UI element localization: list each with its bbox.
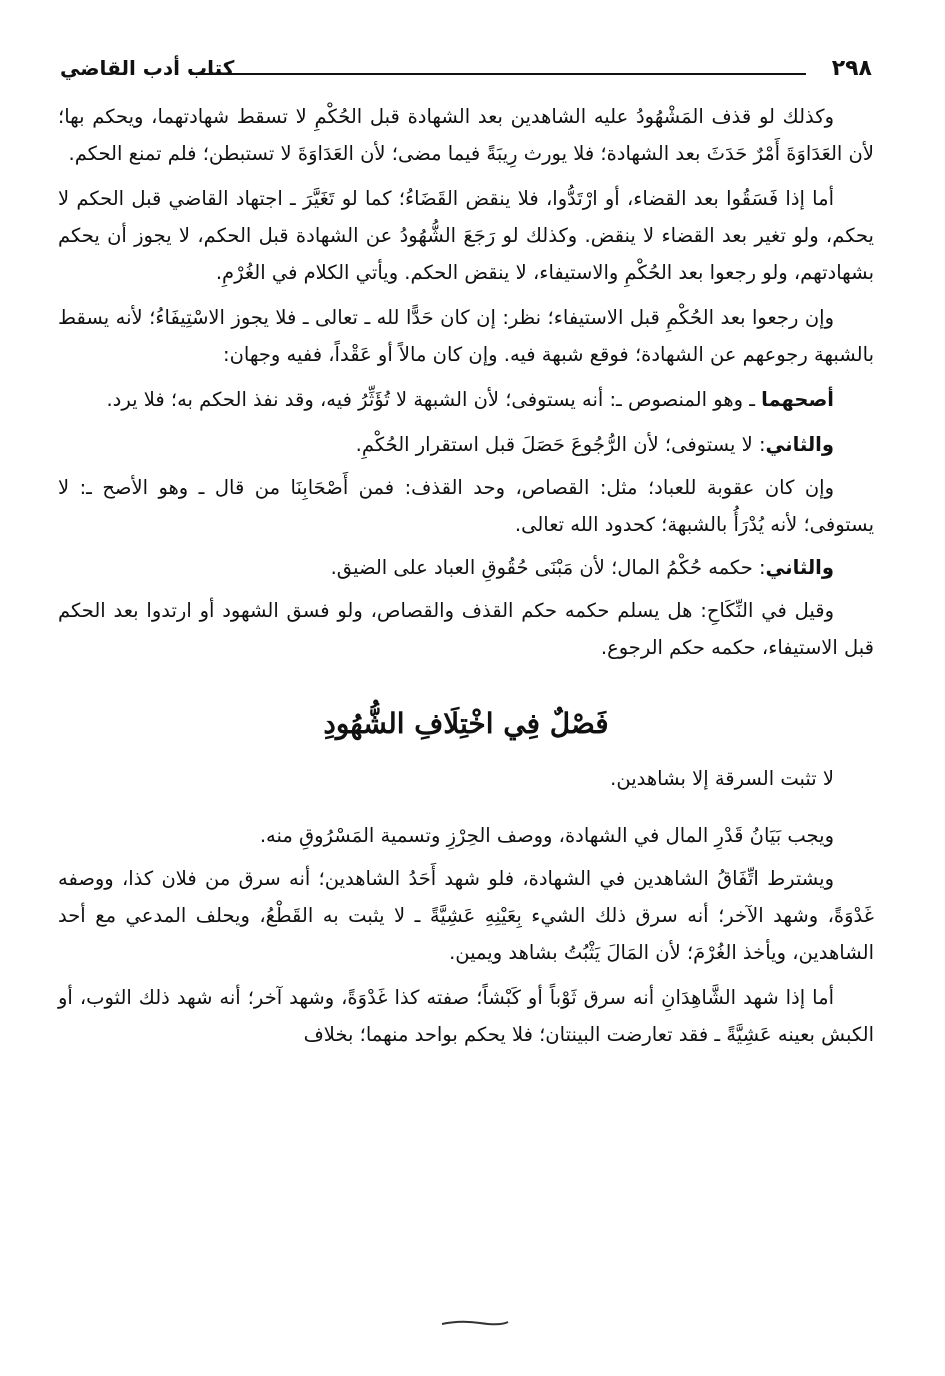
- paragraph-lead: أصحهما: [761, 388, 834, 411]
- paragraph: [58, 469, 874, 543]
- paragraph: [58, 98, 874, 172]
- paragraph: [58, 979, 874, 1053]
- paragraph-text: وإن كان عقوبة للعباد؛ مثل: القصاص، وحد القذف: فمن أَصْحَابِنَا من قال ـ وهو الأصح ـ: لا يستوفى؛ لأنه يُدْرَأُ بالشبهة؛ كحدود الله تعالى.: [58, 476, 874, 536]
- paragraph: [58, 592, 874, 666]
- paragraph: [58, 426, 874, 463]
- footer-mark: [440, 1318, 510, 1328]
- paragraph-text: ويشترط اتِّفَاقُ الشاهدين في الشهادة، فلو شهد أَحَدُ الشاهدين؛ أنه سرق من فلان كذا، ووصفه غَدْوَةً، وشهد الآخر؛ أنه سرق ذلك الشيء بِعَيْنِهِ عَشِيَّةً ـ لا يثبت به القَطْعُ، ويحلف المدعي مع أحد الشاهدين، ويأخذ الغُرْمَ؛ لأن المَالَ يَثْبُتُ بشاهد ويمين.: [58, 867, 874, 964]
- paragraph: [58, 180, 874, 291]
- header-rule: [190, 73, 806, 75]
- paragraph-text: وكذلك لو قذف المَشْهُودُ عليه الشاهدين بعد الشهادة قبل الحُكْمِ لا تسقط شهادتهما، ويحكم بها؛ لأن العَدَاوَةَ أَمْرٌ حَدَثَ بعد الشهادة؛ فلا يورث رِيبَةً فيما مضى؛ لأن العَدَاوَةَ لا تستبطن؛ فلم تمنع الحكم.: [58, 105, 874, 165]
- page-header: [60, 52, 872, 92]
- paragraph-lead: والثاني: [765, 433, 834, 456]
- paragraph-text: ـ وهو المنصوص ـ: أنه يستوفى؛ لأن الشبهة لا تُؤَثِّرُ فيه، وقد نفذ الحكم به؛ فلا يرد.: [106, 388, 762, 411]
- paragraph: [58, 299, 874, 373]
- section-heading: فَصْلٌ فِي اخْتِلَافِ الشُّهُودِ: [323, 707, 609, 740]
- paragraph-lead: والثاني: [765, 556, 834, 579]
- paragraph-text: لا تثبت السرقة إلا بشاهدين.: [610, 767, 834, 790]
- paragraph-text: : حكمه حُكْمُ المال؛ لأن مَبْنَى حُقُوقِ العباد على الضيق.: [330, 556, 766, 579]
- running-title: كتاب أدب القاضي: [60, 56, 235, 80]
- paragraph-text: ويجب بَيَانُ قَدْرِ المال في الشهادة، ووصف الحِرْزِ وتسمية المَسْرُوقِ منه.: [259, 824, 834, 847]
- paragraph-text: أما إذا شهد الشَّاهِدَانِ أنه سرق ثَوْباً أو كَبْشاً؛ صفته كذا غَدْوَةً، وشهد آخر؛ أنه شهد ذلك الثوب، أو الكبش بعينه عَشِيَّةً ـ فقد تعارضت البينتان؛ فلا يحكم بواحد منهما؛ بخلاف: [58, 986, 874, 1046]
- page-number: ٢٩٨: [831, 56, 872, 81]
- paragraph: [58, 549, 874, 586]
- paragraph: [58, 860, 874, 971]
- paragraph-text: وقيل في النِّكَاحِ: هل يسلم حكمه حكم القذف والقصاص، ولو فسق الشهود أو ارتدوا بعد الحكم قبل الاستيفاء، حكمه حكم الرجوع.: [58, 599, 874, 659]
- paragraph: [58, 760, 874, 797]
- paragraph: [58, 381, 874, 418]
- paragraph: [58, 817, 874, 854]
- paragraph-text: وإن رجعوا بعد الحُكْمِ قبل الاستيفاء؛ نظر: إن كان حَدًّا لله ـ تعالى ـ فلا يجوز الاسْتِيفَاءُ؛ لأنه يسقط بالشبهة رجوعهم عن الشهادة؛ فوقع شبهة فيه. وإن كان مالاً أو عَقْداً، ففيه وجهان:: [58, 306, 874, 366]
- page-body: [58, 98, 874, 1053]
- paragraph-text: : لا يستوفى؛ لأن الرُّجُوعَ حَصَلَ قبل استقرار الحُكْمِ.: [355, 433, 766, 456]
- paragraph-text: أما إذا فَسَقُوا بعد القضاء، أو ارْتَدُّوا، فلا ينقض القَضَاءُ؛ كما لو تَغَيَّرَ ـ اجتهاد القاضي قبل الحكم لا يحكم، ولو تغير بعد القضاء لا ينقض. وكذلك لو رَجَعَ الشُّهُودُ عن الشهادة قبل الحكم، لا يجوز أن يحكم بشهادتهم، ولو رجعوا بعد الحُكْمِ والاستيفاء، لا ينقض الحكم. ويأتي الكلام في الغُرْمِ.: [58, 187, 874, 284]
